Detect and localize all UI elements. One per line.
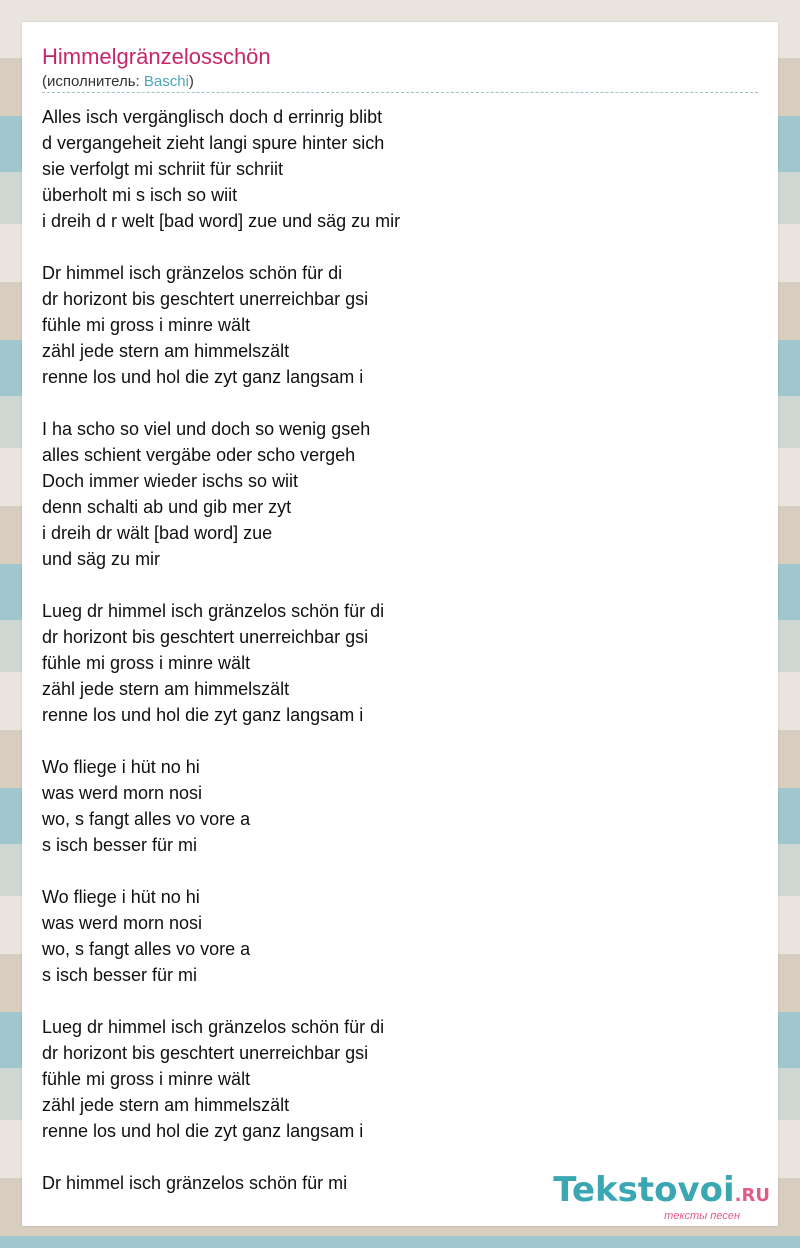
lyrics-card [22, 22, 778, 1226]
lyric-line: dr horizont bis geschtert unerreichbar gsi [42, 627, 369, 647]
lyric-line: überholt mi s isch so wiit [42, 185, 238, 205]
lyric-line: fühle mi gross i minre wält [42, 315, 251, 335]
logo-wordmark [553, 1172, 770, 1214]
lyric-line: s isch besser für mi [42, 835, 198, 855]
lyric-line: zähl jede stern am himmelszält [42, 679, 290, 699]
title-divider [42, 92, 758, 93]
artist-prefix: (исполнитель: [42, 73, 144, 90]
lyric-line: fühle mi gross i minre wält [42, 653, 251, 673]
stanza-break [42, 572, 400, 598]
lyric-line: I ha scho so viel und doch so wenig gseh [42, 419, 371, 439]
logo-main-text: Tekstovoi [553, 1170, 735, 1210]
stanza-break [42, 390, 400, 416]
lyric-line: i dreih d r welt [bad word] zue und säg zu mir [42, 211, 401, 231]
lyric-line: wo, s fangt alles vo vore a [42, 939, 251, 959]
lyric-line: fühle mi gross i minre wält [42, 1069, 251, 1089]
artist-line [42, 73, 194, 90]
song-title: Himmelgränzelosschön [42, 44, 271, 69]
lyric-line: s isch besser für mi [42, 965, 198, 985]
logo-domain: .RU [734, 1185, 770, 1206]
lyric-line: zähl jede stern am himmelszält [42, 341, 290, 361]
lyric-line: Alles isch vergänglisch doch d errinrig blibt [42, 107, 383, 127]
lyric-line: Lueg dr himmel isch gränzelos schön für di [42, 601, 385, 621]
lyric-line: Wo fliege i hüt no hi [42, 887, 200, 907]
lyric-line: sie verfolgt mi schriit für schriit [42, 159, 284, 179]
lyric-line: und säg zu mir [42, 549, 161, 569]
lyric-line: denn schalti ab und gib mer zyt [42, 497, 292, 517]
stanza-break [42, 234, 400, 260]
lyric-line: d vergangeheit zieht langi spure hinter sich [42, 133, 385, 153]
lyric-line: Lueg dr himmel isch gränzelos schön für di [42, 1017, 385, 1037]
stanza-break [42, 1144, 400, 1170]
lyric-line: was werd morn nosi [42, 783, 203, 803]
lyrics-text [42, 104, 400, 1196]
lyric-line: renne los und hol die zyt ganz langsam i [42, 705, 364, 725]
lyric-line: dr horizont bis geschtert unerreichbar gsi [42, 1043, 369, 1063]
lyric-line: Dr himmel isch gränzelos schön für mi [42, 1173, 348, 1193]
lyric-line: renne los und hol die zyt ganz langsam i [42, 1121, 364, 1141]
lyric-line: renne los und hol die zyt ganz langsam i [42, 367, 364, 387]
logo-tagline: тексты песен [664, 1210, 740, 1222]
artist-link[interactable]: Baschi [143, 73, 189, 90]
lyric-line: dr horizont bis geschtert unerreichbar gsi [42, 289, 369, 309]
lyric-line: wo, s fangt alles vo vore a [42, 809, 251, 829]
stanza-break [42, 988, 400, 1014]
lyric-line: alles schient vergäbe oder scho vergeh [42, 445, 356, 465]
site-logo[interactable] [553, 1172, 770, 1222]
lyric-line: Wo fliege i hüt no hi [42, 757, 200, 777]
lyric-line: Dr himmel isch gränzelos schön für di [42, 263, 343, 283]
stanza-break [42, 728, 400, 754]
lyric-line: i dreih dr wält [bad word] zue [42, 523, 273, 543]
artist-suffix: ) [188, 73, 194, 90]
stanza-break [42, 858, 400, 884]
lyric-line: Doch immer wieder ischs so wiit [42, 471, 299, 491]
lyric-line: zähl jede stern am himmelszält [42, 1095, 290, 1115]
lyric-line: was werd morn nosi [42, 913, 203, 933]
